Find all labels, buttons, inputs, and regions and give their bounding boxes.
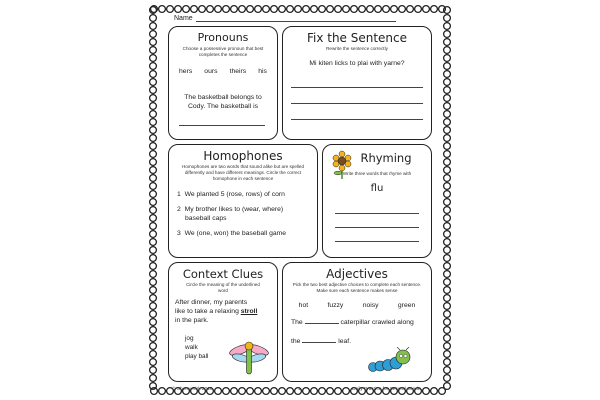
- homophone-number: 3: [177, 230, 181, 237]
- adjective-sentence-2: [291, 338, 431, 345]
- homophones-title: Homophones: [203, 149, 283, 163]
- adjective-blank[interactable]: [305, 323, 339, 324]
- name-row: [174, 14, 396, 22]
- pronoun-option[interactable]: ours: [204, 68, 218, 75]
- caterpillar-icon: [367, 347, 411, 373]
- name-line[interactable]: [196, 14, 396, 22]
- name-label: Name: [174, 15, 193, 22]
- homophone-number: 2: [177, 206, 181, 213]
- pronouns-sentence-line1: The basketball belongs to: [184, 94, 262, 101]
- homophone-item: [177, 190, 317, 199]
- fix-sentence-text: Mi kiten licks to plai with yarne?: [309, 60, 405, 67]
- context-clues-box: [168, 262, 278, 382]
- homophone-number: 1: [177, 191, 181, 198]
- adjective-sentence-1: [291, 319, 431, 326]
- homophone-sentence-cont: baseball caps: [185, 215, 227, 222]
- homophone-sentence[interactable]: My brother likes to (wear, where): [184, 206, 284, 213]
- pronouns-title: Pronouns: [197, 31, 249, 44]
- adjective-option[interactable]: green: [397, 302, 416, 309]
- footer-series-title: Daily Practice for Second Grade: [352, 387, 421, 392]
- pronouns-options: [173, 68, 273, 75]
- pronoun-option[interactable]: hers: [179, 68, 193, 75]
- fix-sentence-line[interactable]: [291, 119, 423, 120]
- pronoun-option[interactable]: his: [258, 68, 267, 75]
- context-choice[interactable]: play ball: [185, 353, 209, 360]
- rhyming-box: [322, 144, 432, 258]
- pronouns-sentence: [169, 93, 277, 111]
- homophone-sentence[interactable]: We (one, won) the baseball game: [184, 230, 287, 237]
- pronouns-sentence-line2: Cody. The basketball is: [187, 103, 259, 110]
- rhyming-answer-line[interactable]: [335, 227, 419, 228]
- rhyming-answer-line[interactable]: [335, 241, 419, 242]
- fix-sentence-line[interactable]: [291, 87, 423, 88]
- adjective-sentence-text: the: [291, 338, 301, 345]
- fix-sentence-box: [282, 26, 432, 140]
- context-clues-title: Context Clues: [182, 267, 264, 281]
- adjectives-options: [289, 302, 425, 309]
- pronouns-box: [168, 26, 278, 140]
- adjective-option[interactable]: fuzzy: [327, 302, 344, 309]
- adjective-option[interactable]: hot: [298, 302, 309, 309]
- homophones-list: [177, 190, 317, 238]
- adjective-blank[interactable]: [302, 342, 336, 343]
- context-sentence-line: like to take a relaxing: [175, 308, 239, 315]
- context-choice[interactable]: jog: [185, 335, 194, 342]
- footer-copyright: © Sherry Kirk 2016: [172, 387, 213, 392]
- underlined-word: stroll: [240, 308, 258, 315]
- context-sentence-line: After dinner, my parents: [175, 299, 248, 306]
- context-clues-sentence: [175, 298, 277, 325]
- homophones-instruction: Homophones are two words that sound alike but are spelled differently and have different meanings. Circle the correct homophone in each sentence: [181, 164, 305, 181]
- dragonfly-icon: [227, 335, 271, 377]
- homophone-sentence[interactable]: We planted 5 (rose, rows) of corn: [184, 191, 285, 198]
- pronouns-instruction: Choose a possessive pronoun that best completes the sentence: [182, 46, 264, 57]
- rhyming-word: flu: [370, 183, 384, 194]
- sunflower-icon: [331, 150, 353, 180]
- adjectives-instruction: Pick the two best adjective choices to complete each sentence. Make sure each sentence makes sense: [292, 282, 422, 293]
- rhyming-instruction: Write three words that rhyme with: [342, 171, 412, 176]
- homophone-item: [177, 229, 317, 238]
- adjective-sentence-text: caterpillar crawled along: [340, 319, 414, 326]
- context-clues-instruction: Circle the meaning of the underlined word: [186, 282, 260, 293]
- adjectives-title: Adjectives: [326, 267, 388, 281]
- pronoun-option[interactable]: theirs: [229, 68, 247, 75]
- adjective-option[interactable]: noisy: [362, 302, 379, 309]
- rhyming-title: Rhyming: [360, 151, 412, 165]
- context-choice[interactable]: walk: [185, 344, 198, 351]
- context-sentence-line: in the park.: [175, 317, 209, 324]
- adjectives-box: [282, 262, 432, 382]
- adjective-sentence-text: leaf.: [338, 338, 352, 345]
- rhyming-answer-line[interactable]: [335, 213, 419, 214]
- fix-sentence-line[interactable]: [291, 103, 423, 104]
- homophone-item: [177, 205, 317, 223]
- adjective-sentence-text: The: [291, 319, 303, 326]
- fix-sentence-title: Fix the Sentence: [306, 31, 408, 45]
- fix-sentence-instruction: Rewrite the sentence correctly: [326, 46, 388, 51]
- pronouns-answer-line[interactable]: [179, 125, 265, 126]
- footer-page-number: 1: [298, 387, 301, 392]
- worksheet-page: [148, 4, 452, 396]
- homophones-box: [168, 144, 318, 258]
